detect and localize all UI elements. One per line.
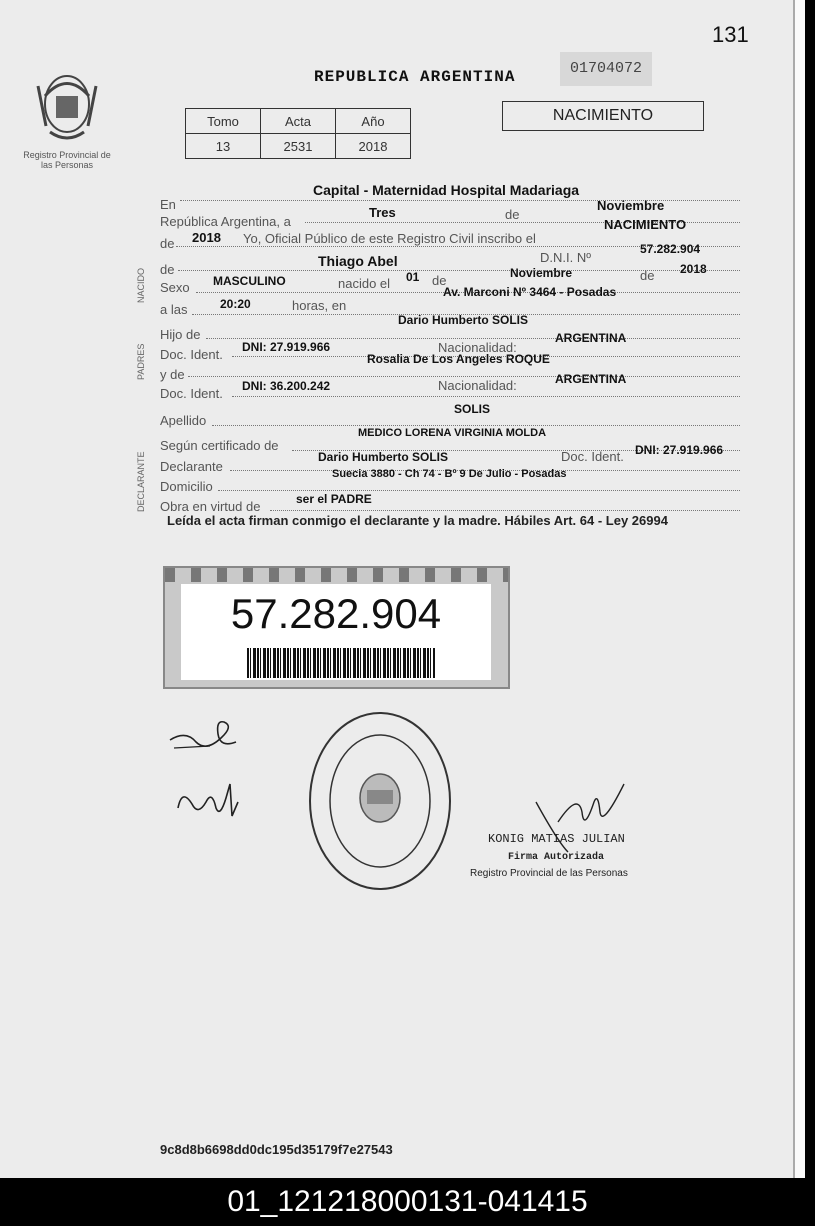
document-type-box: NACIMIENTO [502,101,704,131]
official-name: KONIG MATIAS JULIAN [488,832,625,846]
official-title: Firma Autorizada [508,852,605,863]
sticker-number: 57.282.904 [230,590,442,637]
official-org: Registro Provincial de las Personas [470,868,628,879]
field-lugar-nac: Av. Marconi Nº 3464 - Posadas [443,285,617,299]
field-declarante: Dario Humberto SOLIS [318,450,449,464]
field-dni: 57.282.904 [640,242,701,256]
label-de3: de [432,273,447,288]
country-title: REPUBLICA ARGENTINA [314,68,516,86]
field-nac-mes: Noviembre [510,266,573,280]
registro-label: Registro Provincial de las Personas [23,150,111,170]
signature-official-icon [528,782,628,862]
serial-number: 01704072 [560,52,652,86]
field-madre-doc: DNI: 36.200.242 [242,379,331,393]
label-de: de [505,207,520,222]
label-nacionalidad-padre: Nacionalidad: [438,340,517,355]
barcode-box [181,584,491,680]
field-inscribe: NACIMIENTO [604,217,687,232]
label-dni: D.N.I. Nº [540,250,591,265]
label-doc-ident-madre: Doc. Ident. [160,386,223,401]
field-apellido: SOLIS [454,402,491,416]
field-dia: Tres [369,205,396,220]
label-en: En [160,197,176,212]
footer-id: 01_121218000131-041415 [0,1178,815,1226]
signature-madre-icon [172,778,242,828]
label-hijo-de: Hijo de [160,327,201,342]
page-number: 131 [712,22,749,47]
label-nacionalidad-madre: Nacionalidad: [438,378,517,393]
coat-of-arms-icon [32,66,102,146]
label-segun: Según certificado de [160,438,279,453]
acta-value: 2531 [261,134,336,159]
label-apellido: Apellido [160,413,207,428]
label-republica: República Argentina, a [160,214,291,229]
table-row [186,134,411,159]
acta-header: Acta [261,109,336,134]
label-obra: Obra en virtud de [160,499,261,514]
label-sexo: Sexo [160,280,190,295]
label-yo: Yo, Oficial Público de este Registro Civil inscribo el [243,231,536,246]
field-padre: Dario Humberto SOLIS [398,313,529,327]
field-madre: Rosalia De Los Angeles ROQUE [367,352,550,366]
field-lugar: Capital - Maternidad Hospital Madariaga [313,182,580,198]
field-madre-nac: ARGENTINA [555,372,627,386]
label-de4: de [640,268,655,283]
official-seal-icon [305,708,455,894]
tomo-value: 13 [186,134,261,159]
page-edge [793,0,805,1178]
tomo-header: Tomo [186,109,261,134]
field-nac-anio: 2018 [680,262,707,276]
label-doc-ident-padre: Doc. Ident. [160,347,223,362]
anio-header: Año [336,109,411,134]
field-certificado: MEDICO LORENA VIRGINIA MOLDA [358,427,547,439]
acta-table [185,108,411,159]
side-label-declarante: DECLARANTE [136,451,146,512]
field-padre-doc: DNI: 27.919.966 [242,340,331,354]
field-sexo: MASCULINO [213,274,286,288]
label-horas: horas, en [292,298,347,313]
field-anio: 2018 [192,230,221,245]
field-hora: 20:20 [220,297,251,311]
label-doc-ident-declarante: Doc. Ident. [561,449,624,464]
anio-value: 2018 [336,134,411,159]
label-y-de: y de [160,367,185,382]
sticker-stripes [165,568,508,582]
field-mes: Noviembre [597,198,665,213]
label-de-nombre: de [160,262,175,277]
label-declarante: Declarante [160,459,223,474]
label-domicilio: Domicilio [160,479,213,494]
side-label-padres: PADRES [136,343,146,380]
field-obra: ser el PADRE [296,492,372,506]
label-de2: de [160,236,175,251]
side-label-nacido: NACIDO [136,267,146,303]
label-nacido: nacido el [338,276,391,291]
field-padre-nac: ARGENTINA [555,331,627,345]
leida-statement: Leída el acta firman conmigo el declarante y la madre. Hábiles Art. 64 - Ley 26994 [167,513,668,528]
document-hash: 9c8d8b6698dd0dc195d35179f7e27543 [160,1142,393,1157]
dni-sticker [163,566,510,689]
field-nac-dia: 01 [406,270,420,284]
barcode-icon [247,648,435,678]
field-nombre: Thiago Abel [318,253,398,269]
field-domicilio: Suecia 3880 - Ch 74 - Bº 9 De Julio - Posadas [332,468,567,480]
label-a-las: a las [160,302,188,317]
table-row [186,109,411,134]
field-declarante-doc: DNI: 27.919.966 [635,443,724,457]
signature-declarante-icon [166,712,246,762]
